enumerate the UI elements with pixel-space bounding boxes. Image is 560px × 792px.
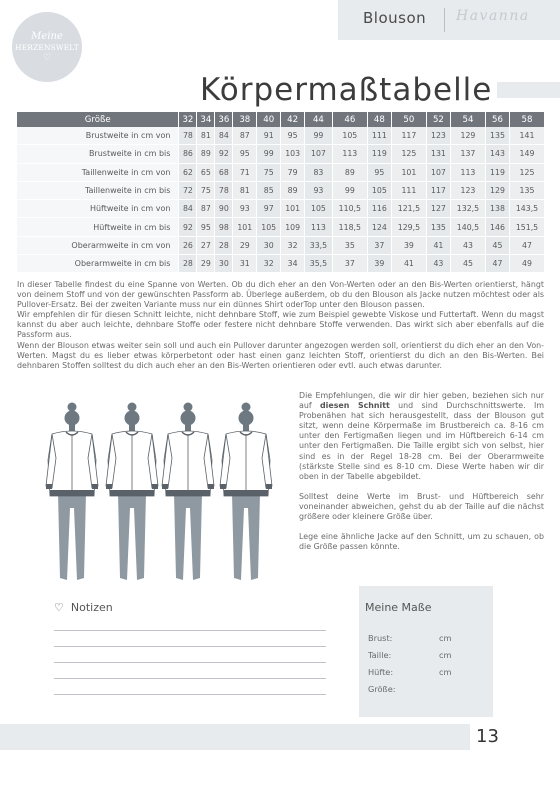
row-label: Oberarmweite in cm bis: [17, 255, 179, 273]
table-row: [17, 255, 544, 273]
table-cell: 81: [197, 127, 215, 145]
table-cell: 101: [233, 218, 257, 236]
table-row: [17, 181, 544, 199]
table-cell: 93: [233, 200, 257, 218]
table-cell: 105: [332, 127, 367, 145]
table-cell: 41: [391, 255, 426, 273]
table-cell: 84: [179, 200, 197, 218]
table-cell: 131: [426, 145, 450, 163]
table-cell: 90: [215, 200, 233, 218]
table-row: [17, 163, 544, 181]
table-cell: 119: [486, 163, 510, 181]
table-cell: 31: [233, 255, 257, 273]
table-cell: 101: [281, 200, 305, 218]
table-cell: 129: [486, 181, 510, 199]
table-cell: 37: [367, 236, 391, 254]
table-cell: 32: [257, 255, 281, 273]
table-cell: 89: [281, 181, 305, 199]
table-cell: 75: [197, 181, 215, 199]
table-cell: 127: [426, 200, 450, 218]
size-column-header: 48: [367, 112, 391, 127]
table-cell: 92: [179, 218, 197, 236]
figure-back: [162, 403, 214, 581]
table-cell: 81: [233, 181, 257, 199]
table-cell: 149: [509, 145, 544, 163]
table-cell: 71: [233, 163, 257, 181]
table-cell: 138: [486, 200, 510, 218]
measure-unit: cm: [439, 633, 452, 643]
table-cell: 95: [367, 163, 391, 181]
table-cell: 47: [486, 255, 510, 273]
row-label: Taillenweite in cm von: [17, 163, 179, 181]
table-cell: 143,5: [509, 200, 544, 218]
measure-unit: cm: [439, 650, 452, 660]
table-cell: 45: [450, 255, 485, 273]
table-cell: 45: [486, 236, 510, 254]
footer-bar: [0, 724, 470, 750]
table-cell: 113: [450, 163, 485, 181]
figure-side: [106, 403, 158, 581]
measure-label: Brust:: [368, 633, 393, 643]
table-cell: 113: [332, 145, 367, 163]
table-cell: 86: [179, 145, 197, 163]
table-cell: 43: [426, 255, 450, 273]
logo-line2: HERZENSWELT: [15, 43, 79, 52]
table-cell: 111: [391, 181, 426, 199]
table-row: [17, 200, 544, 218]
table-cell: 123: [450, 181, 485, 199]
intro-text: [17, 280, 544, 371]
text-span: Die Empfehlungen, die wir dir hier geben, beziehen sich nur auf: [299, 391, 544, 411]
table-cell: 99: [305, 127, 333, 145]
size-column-header: 52: [426, 112, 450, 127]
table-cell: 87: [197, 200, 215, 218]
table-cell: 110,5: [332, 200, 367, 218]
table-cell: 95: [233, 145, 257, 163]
table-cell: 84: [215, 127, 233, 145]
table-cell: 65: [197, 163, 215, 181]
table-cell: 129,5: [391, 218, 426, 236]
table-cell: 68: [215, 163, 233, 181]
table-cell: 32: [281, 236, 305, 254]
table-cell: 146: [486, 218, 510, 236]
size-column-header: 40: [257, 112, 281, 127]
table-cell: 28: [179, 255, 197, 273]
table-cell: 132,5: [450, 200, 485, 218]
bold-text: diesen Schnitt: [319, 401, 390, 411]
table-cell: 123: [426, 127, 450, 145]
measure-label: Taille:: [368, 650, 392, 660]
table-cell: 125: [509, 163, 544, 181]
notes-line: [54, 630, 326, 631]
table-cell: 117: [426, 181, 450, 199]
size-column-header: 44: [305, 112, 333, 127]
figure-illustrations: [40, 396, 280, 591]
size-column-header: 54: [450, 112, 485, 127]
size-table-header: [17, 112, 544, 127]
row-label: Taillenweite in cm bis: [17, 181, 179, 199]
notes-heading: [54, 601, 113, 614]
size-column-header: 46: [332, 112, 367, 127]
table-cell: 98: [215, 218, 233, 236]
recommendation-paragraph: [299, 391, 544, 482]
table-cell: 34: [281, 255, 305, 273]
table-cell: 47: [509, 236, 544, 254]
table-cell: 83: [305, 163, 333, 181]
table-cell: 79: [281, 163, 305, 181]
table-cell: 103: [281, 145, 305, 163]
table-cell: 125: [391, 145, 426, 163]
table-cell: 29: [197, 255, 215, 273]
table-cell: 105: [367, 181, 391, 199]
size-column-header: 42: [281, 112, 305, 127]
table-cell: 95: [281, 127, 305, 145]
table-cell: 91: [257, 127, 281, 145]
table-cell: 101: [391, 163, 426, 181]
size-column-header: 38: [233, 112, 257, 127]
text-span: und sind Durchschnittswerte. Im Probenähen hat sich herausgestellt, dass der Blouson gut sitzt, wenn deine Körpermaße im Brustbereich ca. 8-16 cm unter den Fertigmaßen liegen und im Hüftbereich 6-14 cm unter den Fertigmaßen. Die Taille ergibt sich von selbst, hier sind es in der Regel 18-28 cm. Bei der Oberarmweite (stärkste Stelle sind es 8-10 cm. Diese Werte haben wir dir oben in der Tabelle abgebildet.: [299, 401, 545, 481]
table-cell: 143: [486, 145, 510, 163]
table-cell: 75: [257, 163, 281, 181]
notes-line: [54, 678, 326, 679]
table-cell: 135: [486, 127, 510, 145]
table-cell: 151,5: [509, 218, 544, 236]
table-cell: 89: [332, 163, 367, 181]
size-table-body: [17, 127, 544, 273]
table-cell: 28: [215, 236, 233, 254]
table-cell: 43: [450, 236, 485, 254]
table-cell: 118,5: [332, 218, 367, 236]
table-cell: 78: [179, 127, 197, 145]
table-cell: 35,5: [305, 255, 333, 273]
table-cell: 89: [197, 145, 215, 163]
size-column-header: 34: [197, 112, 215, 127]
size-column-header: 58: [509, 112, 544, 127]
size-header-label: Größe: [17, 112, 179, 127]
table-cell: 119: [367, 145, 391, 163]
table-cell: 33,5: [305, 236, 333, 254]
table-cell: 39: [367, 255, 391, 273]
table-cell: 78: [215, 181, 233, 199]
notes-line: [54, 694, 326, 695]
row-label: Hüftweite in cm von: [17, 200, 179, 218]
row-label: Brustweite in cm bis: [17, 145, 179, 163]
measures-title: Meine Maße: [365, 601, 432, 614]
table-cell: 99: [332, 181, 367, 199]
table-cell: 129: [450, 127, 485, 145]
notes-title: Notizen: [70, 601, 113, 614]
table-cell: 97: [257, 200, 281, 218]
table-cell: 135: [509, 181, 544, 199]
table-row: [17, 218, 544, 236]
heart-icon: ♡: [42, 53, 52, 63]
size-column-header: 32: [179, 112, 197, 127]
size-column-header: 50: [391, 112, 426, 127]
table-row: [17, 127, 544, 145]
table-cell: 140,5: [450, 218, 485, 236]
measure-label: Hüfte:: [368, 667, 394, 677]
recommendation-paragraph: Solltest deine Werte im Brust- und Hüftbereich sehr voneinander abweichen, gehst du ab der Taille auf die nächst größere oder kleinere Größe über.: [299, 491, 544, 522]
measure-label: Größe:: [368, 684, 396, 694]
size-column-header: 36: [215, 112, 233, 127]
table-cell: 107: [305, 145, 333, 163]
row-label: Hüftweite in cm bis: [17, 218, 179, 236]
table-cell: 105: [257, 218, 281, 236]
table-cell: 39: [391, 236, 426, 254]
title-accent-bar: [497, 82, 560, 98]
recommendation-paragraph: Lege eine ähnliche Jacke auf den Schnitt, um zu schauen, ob die Größe passen könnte.: [299, 532, 544, 552]
table-cell: 62: [179, 163, 197, 181]
table-cell: 30: [257, 236, 281, 254]
table-cell: 117: [391, 127, 426, 145]
header-divider: [444, 8, 445, 32]
model-name: Havanna: [456, 8, 530, 24]
logo-line1: Meine: [31, 31, 63, 42]
table-cell: 99: [257, 145, 281, 163]
table-cell: 105: [305, 200, 333, 218]
table-cell: 92: [215, 145, 233, 163]
table-cell: 41: [426, 236, 450, 254]
table-cell: 124: [367, 218, 391, 236]
row-label: Brustweite in cm von: [17, 127, 179, 145]
size-column-header: 56: [486, 112, 510, 127]
table-row: [17, 145, 544, 163]
table-cell: 111: [367, 127, 391, 145]
heart-icon: ♡: [54, 601, 64, 614]
figure-front: [46, 403, 98, 581]
brand-logo: [12, 12, 82, 82]
table-cell: 37: [332, 255, 367, 273]
table-cell: 93: [305, 181, 333, 199]
intro-paragraph: In dieser Tabelle findest du eine Spanne von Werten. Ob du dich eher an den Von-Werten oder an den Bis-Werten orientierst, hängt von deinem Stoff und von der gewünschten Passform ab. Überlege außerdem, ob du den Blouson als Jacke nutzen möchtest oder als Pullover-Ersatz. Bei der zweiten Variante muss nur ein dünnes Shirt oderTop unter den Blouson passen.: [17, 280, 544, 310]
table-cell: 107: [426, 163, 450, 181]
table-cell: 26: [179, 236, 197, 254]
size-table: [17, 112, 544, 273]
table-cell: 35: [332, 236, 367, 254]
table-cell: 137: [450, 145, 485, 163]
intro-paragraph: Wenn der Blouson etwas weiter sein soll und auch ein Pullover darunter angezogen werden soll, orientierst du dich eher an den Von-Werten. Magst du es lieber etwas körperbetont oder hast einen ganz leichten Stoff, orientierst du dich an den Bis-Werten. Bei dehnbaren Stoffen solltest du dich auch eher an den Bis-Werten orientieren oder evtl. auch etwas darunter.: [17, 340, 544, 370]
notes-line: [54, 662, 326, 663]
table-cell: 121,5: [391, 200, 426, 218]
page-number: 13: [476, 726, 499, 747]
table-cell: 29: [233, 236, 257, 254]
table-cell: 27: [197, 236, 215, 254]
table-cell: 95: [197, 218, 215, 236]
table-cell: 87: [233, 127, 257, 145]
table-cell: 116: [367, 200, 391, 218]
notes-line: [54, 646, 326, 647]
table-cell: 113: [305, 218, 333, 236]
table-cell: 109: [281, 218, 305, 236]
table-cell: 49: [509, 255, 544, 273]
table-cell: 30: [215, 255, 233, 273]
measure-unit: cm: [439, 667, 452, 677]
table-cell: 85: [257, 181, 281, 199]
figure-side-right: [220, 403, 272, 581]
intro-paragraph: Wir empfehlen dir für diesen Schnitt leichte, nicht dehnbare Stoff, wie zum Beispiel gewebte Viskose und Futtertaft. Wenn du magst kannst du aber auch leichte, dehnbare Stoffe oder festere nicht dehnbare Stoffe verwenden. Das wirkt sich aber ebenfalls auf die Passform aus.: [17, 310, 544, 340]
table-cell: 141: [509, 127, 544, 145]
page-title: Körpermaßtabelle: [200, 72, 493, 108]
table-cell: 135: [426, 218, 450, 236]
row-label: Oberarmweite in cm von: [17, 236, 179, 254]
table-cell: 72: [179, 181, 197, 199]
product-name: Blouson: [363, 9, 427, 27]
recommendation-text: [299, 391, 544, 562]
table-row: [17, 236, 544, 254]
